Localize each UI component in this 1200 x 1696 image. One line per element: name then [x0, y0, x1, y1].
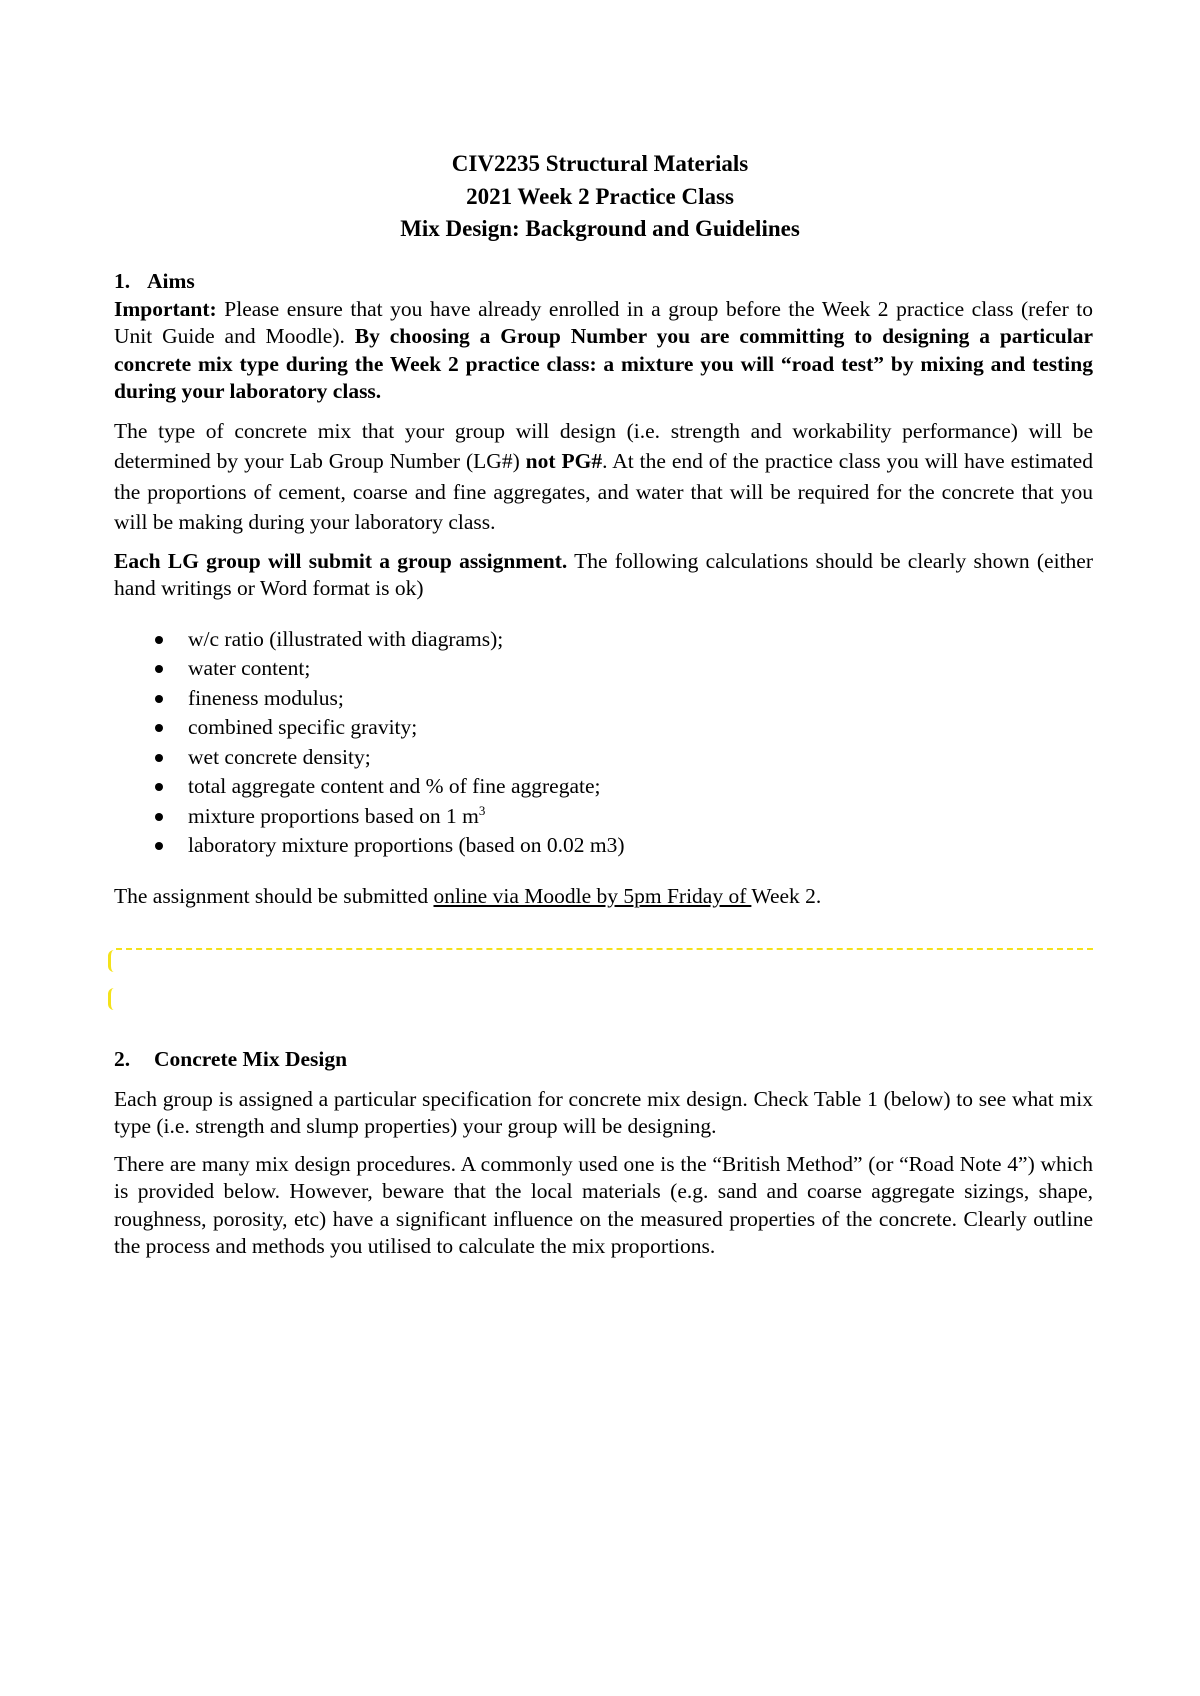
section-number: 2. — [114, 1047, 131, 1071]
bullet-icon — [155, 636, 163, 644]
section-heading-aims — [114, 268, 1093, 296]
topic-title: Mix Design: Background and Guidelines — [400, 216, 800, 241]
section-heading-text: Aims — [147, 269, 195, 293]
section-number: 1. — [114, 269, 131, 293]
submission-note — [114, 883, 1093, 911]
comment-connector-line — [116, 948, 1093, 950]
mix-type-bold: not PG# — [525, 449, 603, 473]
list-item-text: total aggregate content and % of fine aggregate; — [188, 774, 601, 798]
superscript: 3 — [478, 802, 486, 818]
mix-type-paragraph — [114, 416, 1093, 538]
list-item — [114, 772, 1093, 802]
mix-spec-paragraph: Each group is assigned a particular specification for concrete mix design. Check Table 1 (below) to see what mix type (i.e. strength and slump properties) your group will be designing. — [114, 1086, 1093, 1138]
submission-text-b: Week 2. — [751, 883, 822, 908]
list-item — [114, 743, 1093, 773]
list-item — [114, 802, 1093, 832]
important-label: Important: — [114, 296, 217, 321]
bullet-icon — [155, 783, 163, 791]
submission-text-a: The assignment should be submitted — [114, 883, 434, 908]
comment-markers — [108, 938, 1093, 1018]
list-item-text: fineness modulus; — [188, 685, 344, 710]
bullet-icon — [155, 695, 163, 703]
comment-bracket-icon — [108, 950, 117, 972]
bullet-icon — [155, 813, 163, 821]
list-item-text: w/c ratio (illustrated with diagrams); — [188, 626, 504, 651]
mix-type-text-b: . At the end of the practice class you will have estimated the proportions of cement, coarse and fine aggregates, and water that will be required for the concrete that you will be making during your laboratory class. — [114, 449, 1093, 534]
list-item — [114, 684, 1093, 714]
list-item-text: wet concrete density; — [188, 744, 371, 769]
mix-type-text-a: The type of concrete mix that your group will design (i.e. strength and workability performance) will be determined by your Lab Group Number (LG#) — [114, 418, 1093, 473]
list-item-text: combined specific gravity; — [188, 715, 418, 739]
calculation-list — [114, 625, 1093, 861]
list-item — [114, 713, 1093, 743]
list-item-text: mixture proportions based on 1 m — [188, 803, 479, 828]
assignment-bold: Each LG group will submit a group assignment. — [114, 548, 568, 573]
list-item-text: water content; — [188, 656, 311, 680]
mix-procedure-paragraph: There are many mix design procedures. A commonly used one is the “British Method” (or “Road Note 4”) which is provided below. However, beware that the local materials (e.g. sand and coarse aggregate sizings, shape, roughness, porosity, etc) have a significant influence on the measured properties of the concrete. Clearly outline the process and methods you utilised to calculate the mix proportions. — [114, 1151, 1093, 1258]
important-bold-text: By choosing a Group Number you are committing to designing a particular concrete mix type during the Week 2 practice class: a mixture you will “road test” by mixing and testing during your laboratory class. — [114, 324, 1093, 403]
course-title: CIV2235 Structural Materials — [451, 151, 749, 176]
comment-bracket-icon — [108, 988, 117, 1010]
list-item — [114, 831, 1093, 861]
bullet-icon — [155, 665, 163, 673]
section-mix-design — [114, 1046, 1093, 1261]
assignment-paragraph — [114, 548, 1093, 603]
section-aims — [114, 268, 1093, 910]
submission-link-text: online via Moodle by 5pm Friday of — [433, 883, 752, 908]
important-paragraph — [114, 296, 1093, 406]
section-heading-text: Concrete Mix Design — [154, 1047, 348, 1071]
bullet-icon — [155, 842, 163, 850]
bullet-icon — [155, 724, 163, 732]
list-item-text: laboratory mixture proportions (based on 0.02 m3) — [188, 833, 625, 857]
list-item — [114, 654, 1093, 684]
session-title: 2021 Week 2 Practice Class — [466, 183, 734, 209]
section-heading-mix — [114, 1046, 1093, 1074]
document-title — [0, 148, 1200, 246]
assignment-text: The following calculations should be clearly shown (either hand writings or Word format is ok) — [114, 548, 1093, 600]
bullet-icon — [155, 754, 163, 762]
list-item — [114, 625, 1093, 655]
important-text: Please ensure that you have already enrolled in a group before the Week 2 practice class (refer to Unit Guide and Moodle). — [114, 296, 1093, 348]
